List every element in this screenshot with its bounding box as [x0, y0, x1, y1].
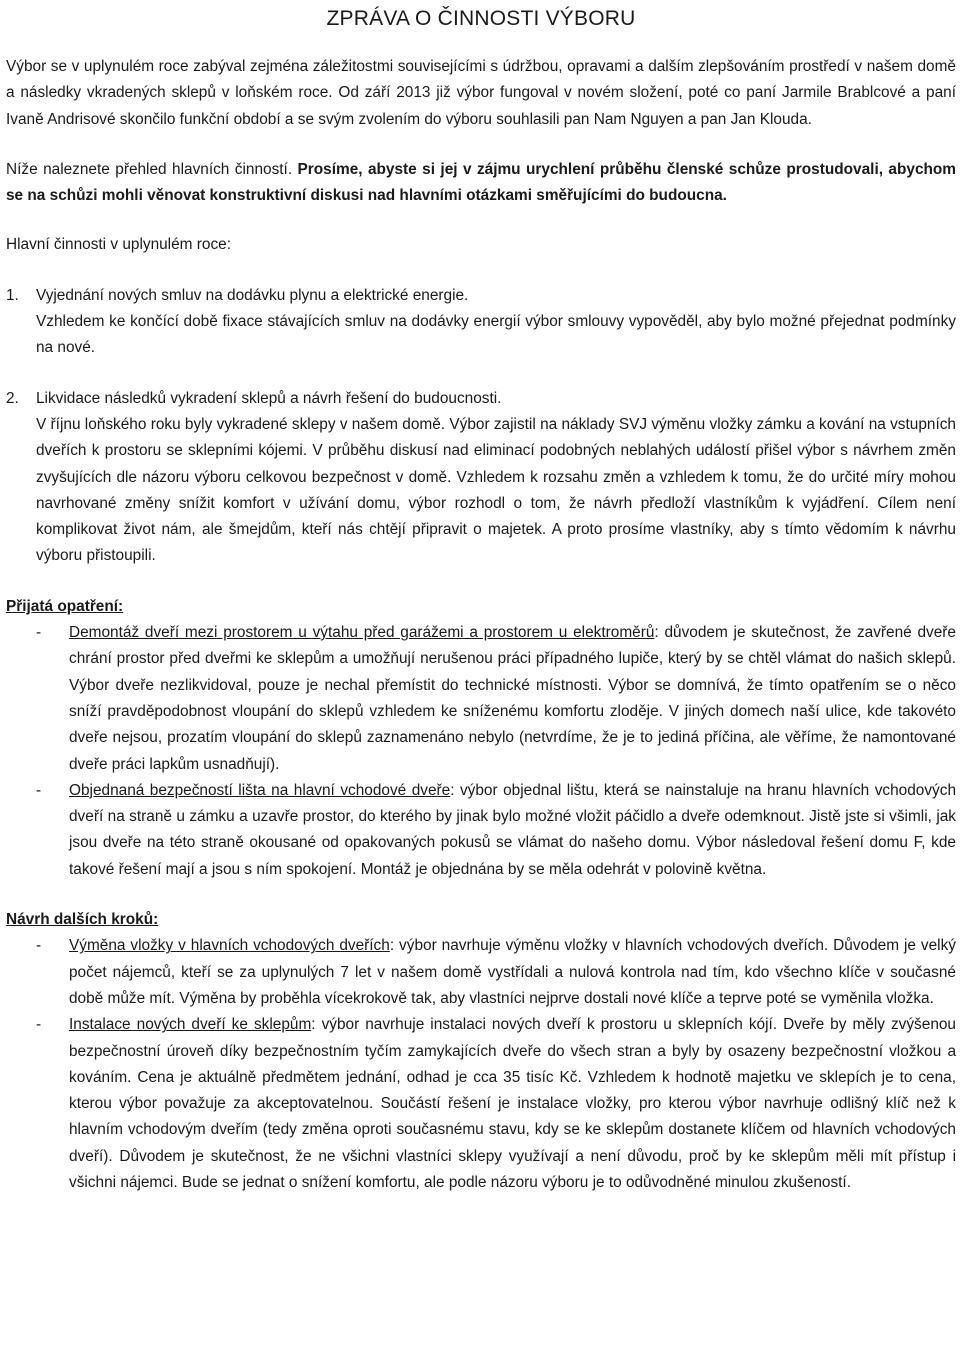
document-page: [6, 0, 956, 1196]
list-item-title: Demontáž dveří mezi prostorem u výtahu před garážemi a prostorem u elektroměrů: [69, 624, 655, 642]
list-item-title: Výměna vložky v hlavních vchodových dveřích: [69, 937, 390, 955]
list-item-text: : důvodem je skutečnost, že zavřené dveře chrání prostor před dveřmi ke sklepům a umožňují nerušenou práci případného lupiče, který by se chtěl vlámat do našich sklepů. Výbor dveře nezlikvidoval, pouze je nechal přemístit do technické místnosti. Výbor se domnívá, že tímto opatřením se o něco sníží pravděpodobnost vloupání do sklepů vzhledem ke sníženému komfortu zloděje. V jiných domech naší ulice, kde takovéto dveře nejsou, prozatím vloupání do sklepů zaznamenáno nebylo (netvrdíme, že je to jediná příčina, ale věříme, že namontované dveře práci lapkům usnadňují).: [69, 624, 956, 773]
overview-request-text: Prosíme, abyste si jej v zájmu urychlení průběhu členské schůze prostudovali, abychom se na schůzi mohli věnovat konstruktivní diskusi nad hlavními otázkami směřujícími do budoucna.: [6, 160, 956, 205]
list-item-title: Objednaná bezpečností lišta na hlavní vchodové dveře: [69, 781, 451, 799]
list-item: [6, 1012, 956, 1196]
list-item: [6, 778, 956, 883]
item-1-heading: [6, 283, 956, 309]
list-dash: -: [36, 624, 42, 642]
item-2-number: 2.: [6, 389, 19, 407]
list-item-text: : výbor navrhuje instalaci nových dveří k prostoru u sklepních kójí. Dveře by měly zvýšenou bezpečnostní úroveň díky bezpečnostním tyčím zamykajících dveře do všech stran a byly by osazeny bezpečnostní vložkou a kováním. Cena je aktuálně předmětem jednání, odhad je cca 35 tisíc Kč. Vzhledem k hodnotě majetku ve sklepích je to cena, kterou výbor považuje za akceptovatelnou. Součástí řešení je instalace vložky, pro kterou výbor navrhuje odlišný klíč než k hlavním vchodovým dveřím (tedy změna oproti současnému stavu, kdy se ke sklepům dostanete klíčem od hlavních vchodových dveří). Důvodem je skutečnost, že ne všichni vlastníci sklepy využívají a není důvodu, proč by ke sklepům měli mít přístup i všichni nájemci. Bude se jednat o snížení komfortu, ale podle názoru výboru je to odůvodněné minulou zkušeností.: [69, 1016, 956, 1191]
item-2-title: Likvidace následků vykradení sklepů a návrh řešení do budoucnosti.: [36, 389, 502, 407]
item-1-title: Vyjednání nových smluv na dodávku plynu a elektrické energie.: [36, 286, 469, 304]
list-item-text: : výbor navrhuje výměnu vložky v hlavních vchodových dveřích. Důvodem je velký počet nájemců, kteří se za uplynulých 7 let v našem domě vystřídali a nulová kontrola nad tím, kdo všechno klíče v současné době může mít. Výměna by proběhla vícekrokově tak, aby vlastníci nejprve dostali nové klíče a teprve poté se vyměnila vložka.: [69, 937, 956, 1007]
document-title: ZPRÁVA O ČINNOSTI VÝBORU: [326, 7, 636, 30]
item-1-number: 1.: [6, 286, 19, 304]
list-item-title: Instalace nových dveří ke sklepům: [69, 1016, 312, 1034]
list-item: [6, 620, 956, 778]
item-2-text: V říjnu loňského roku byly vykradené sklepy v našem domě. Výbor zajistil na náklady SVJ výměnu vložky zámku a kování na vstupních dveřích k prostoru se sklepními kójemi. V průběhu diskusí nad eliminací podobných neblahých událostí přišel výbor s návrhem změn zvyšujících dle názoru výboru celkovou bezpečnost v domě. Vzhledem k rozsahu změn a vzhledem k tomu, že do určité míry mohou navrhované změny snížit komfort v užívání domu, výbor rozhodl o tom, že návrh předloží vlastníkům k vyjádření. Cílem není komplikovat život nám, ale šmejdům, kteří nás chtějí připravit o majetek. A proto prosíme vlastníky, aby s tímto vědomím k návrhu výboru přistoupili.: [36, 415, 956, 565]
measures-heading: Přijatá opatření:: [6, 597, 124, 615]
list-dash: -: [36, 781, 42, 799]
next-steps-list: [6, 933, 956, 1196]
overview-text: Níže naleznete přehled hlavních činností.: [6, 160, 298, 178]
list-dash: -: [36, 1016, 42, 1034]
measures-list: [6, 620, 956, 883]
list-item: [6, 933, 956, 1012]
item-1-text: Vzhledem ke končící době fixace stávajících smluv na dodávky energií výbor smlouvy vypověděl, aby bylo možné přejednat podmínky na nové.: [36, 313, 956, 357]
list-item-text: : výbor objednal lištu, která se nainstaluje na hranu hlavních vchodových dveří na straně u zámku a uzavře prostor, do kterého by jinak bylo možné vložit páčidlo a dveře odemknout. Jistě jste si všimli, jak jsou dveře na této straně okousané od opakovaných pokusů se vlámat do našeho domu. Výbor následoval řešení domu F, kde takové řešení mají a jsou s ním spokojení. Montáž je objednána by se měla odehrát v polovině května.: [69, 781, 957, 878]
main-activities-heading: Hlavní činnosti v uplynulém roce:: [6, 236, 231, 254]
overview-paragraph: [6, 157, 956, 210]
list-dash: -: [36, 937, 42, 955]
intro-paragraph: Výbor se v uplynulém roce zabýval zejména záležitostmi souvisejícími s údržbou, opravami a dalším zlepšováním prostředí v našem domě a následky vkradených sklepů v loňském roce. Od září 2013 již výbor fungoval v novém složení, poté co paní Jarmile Brablcové a paní Ivaně Andrisové skončilo funkční období a se svým zvolením do výboru souhlasili pan Nam Nguyen a pan Jan Klouda.: [6, 58, 956, 128]
next-steps-heading: Návrh dalších kroků:: [6, 911, 159, 929]
item-2-heading: [6, 386, 956, 412]
